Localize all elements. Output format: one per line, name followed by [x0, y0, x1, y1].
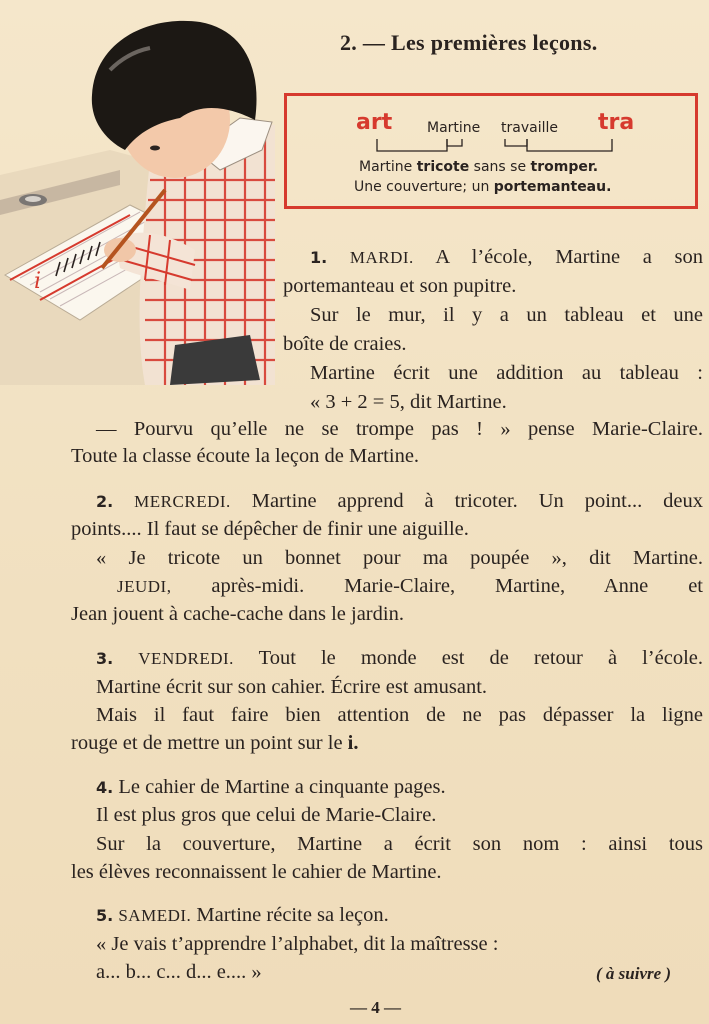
section-1-line-5: Martine écrit une addition au tableau :: [310, 362, 703, 384]
section-1-line-2: portemanteau et son pupitre.: [283, 275, 517, 297]
box-line-1: Martine tricote sans se tromper.: [359, 159, 599, 175]
syllable-art: art: [356, 110, 393, 135]
section-3-line-2: Martine écrit sur son cahier. Écrire est amusant.: [96, 676, 488, 698]
section-2-line-4: JEUDI, après-midi. Marie-Claire, Martine, Anne et: [117, 575, 703, 597]
section-4-line-2: Il est plus gros que celui de Marie-Claire.: [96, 804, 437, 826]
word-martine: Martine: [427, 120, 481, 136]
syllable-tra: tra: [598, 110, 635, 135]
section-1-line-7: — Pourvu qu’elle ne se trompe pas ! » pense Marie-Claire.: [96, 418, 703, 440]
page-number: — 4 —: [350, 998, 401, 1017]
section-2-line-3: « Je tricote un bonnet pour ma poupée », dit Martine.: [96, 547, 703, 569]
reading-box: [284, 93, 698, 209]
section-2-line-2: points.... Il faut se dépêcher de finir une aiguille.: [71, 518, 469, 540]
girl-writing-illustration: [0, 0, 290, 385]
section-1-line-6: « 3 + 2 = 5, dit Martine.: [310, 391, 507, 413]
section-4-line-3: Sur la couverture, Martine a écrit son nom : ainsi tous: [96, 833, 703, 855]
to-be-continued: ( à suivre ): [596, 964, 672, 983]
section-4-line-1: 4. Le cahier de Martine a cinquante pages.: [96, 776, 446, 798]
section-5-line-3: a... b... c... d... e.... »: [96, 961, 262, 983]
section-5-line-1: 5. SAMEDI. Martine récite sa leçon.: [96, 904, 389, 926]
box-line-2: Une couverture; un portemanteau.: [354, 179, 612, 195]
section-4-line-4: les élèves reconnaissent le cahier de Martine.: [71, 861, 442, 883]
section-1-line-3: Sur le mur, il y a un tableau et une: [310, 304, 703, 326]
section-1-line-4: boîte de craies.: [283, 333, 407, 355]
page-title: 2. — Les premières leçons.: [340, 30, 598, 55]
section-3-line-1: 3. VENDREDI. Tout le monde est de retour à l’école.: [96, 647, 703, 669]
word-travaille: travaille: [501, 120, 558, 136]
section-3-line-3: Mais il faut faire bien attention de ne pas dépasser la ligne: [96, 704, 703, 726]
section-3-line-4: rouge et de mettre un point sur le i.: [71, 732, 359, 754]
section-5-line-2: « Je vais t’apprendre l’alphabet, dit la maîtresse :: [96, 933, 499, 955]
section-1-line-1: 1. MARDI. A l’école, Martine a son: [310, 246, 703, 268]
section-2-line-1: 2. MERCREDI. Martine apprend à tricoter. Un point... deux: [96, 490, 704, 512]
section-2-line-5: Jean jouent à cache-cache dans le jardin.: [71, 603, 404, 625]
section-1-line-8: Toute la classe écoute la leçon de Martine.: [71, 445, 420, 467]
svg-text:i: i: [34, 269, 42, 294]
